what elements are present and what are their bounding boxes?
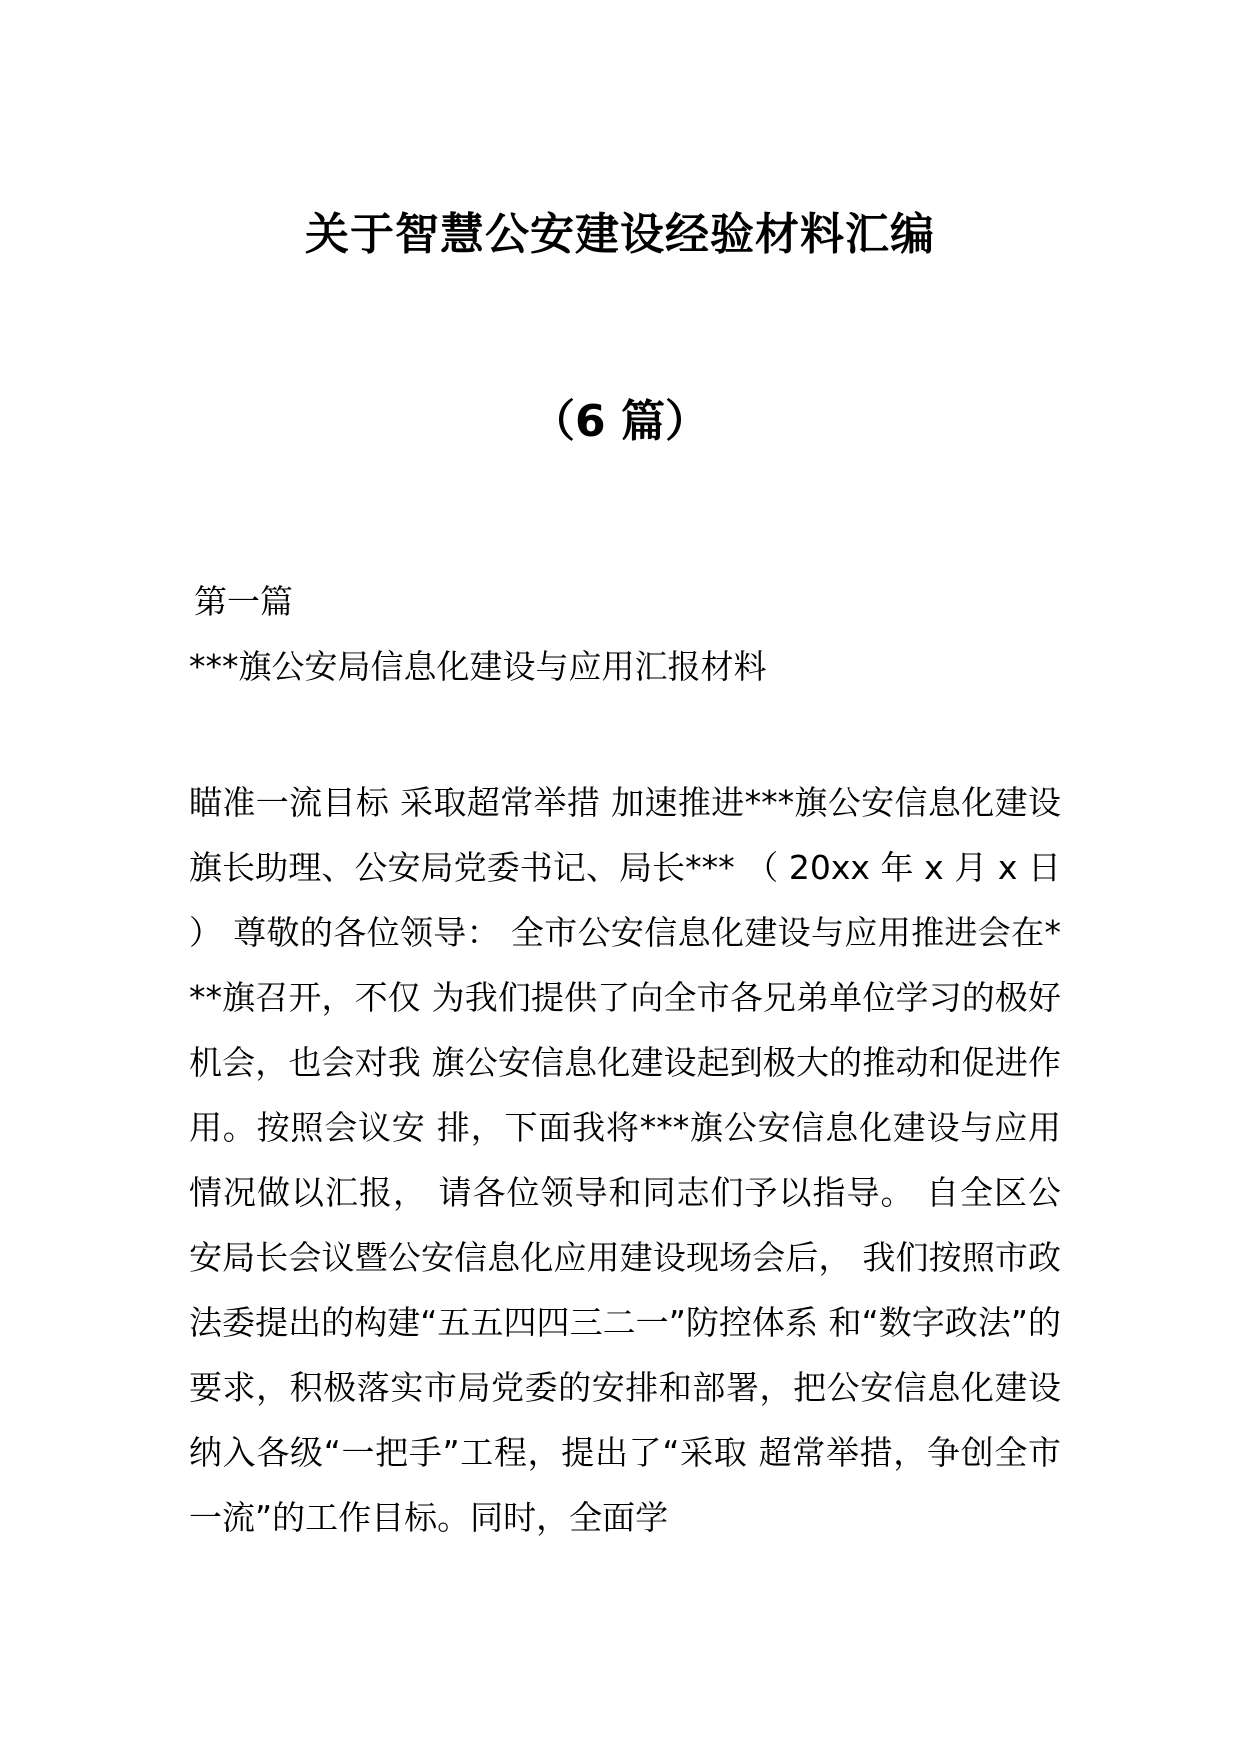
- section-label: 第一篇: [194, 582, 293, 621]
- document-title: 关于智慧公安建设经验材料汇编: [305, 209, 935, 260]
- document-subtitle: （6 篇）: [531, 396, 709, 447]
- section-heading: ***旗公安局信息化建设与应用汇报材料: [189, 647, 767, 686]
- body-paragraph: 瞄准一流目标 采取超常举措 加速推进***旗公安信息化建设 旗长助理、公安局党委书记、局长*** （ 20xx 年 x 月 x 日 ） 尊敬的各位领导： 全市公安信息化建设与应用推进会在***旗召开，不仅 为我们提供了向全市各兄弟单位学习的极好机会，也会对我 旗公安信息化建设起到极大的推动和促进作用。按照会议安 排，下面我将***旗公安信息化建设与应用情况做以汇报， 请各位领导和同志们予以指导。 自全区公安局长会议暨公安信息化应用建设现场会后， 我们按照市政法委提出的构建“五五四四三二一”防控体系 和“数字政法”的要求，积极落实市局党委的安排和部署，把公安信息化建设纳入各级“一把手”工程，提出了“采取 超常举措，争创全市一流”的工作目标。同时，全面学: [189, 783, 1061, 1537]
